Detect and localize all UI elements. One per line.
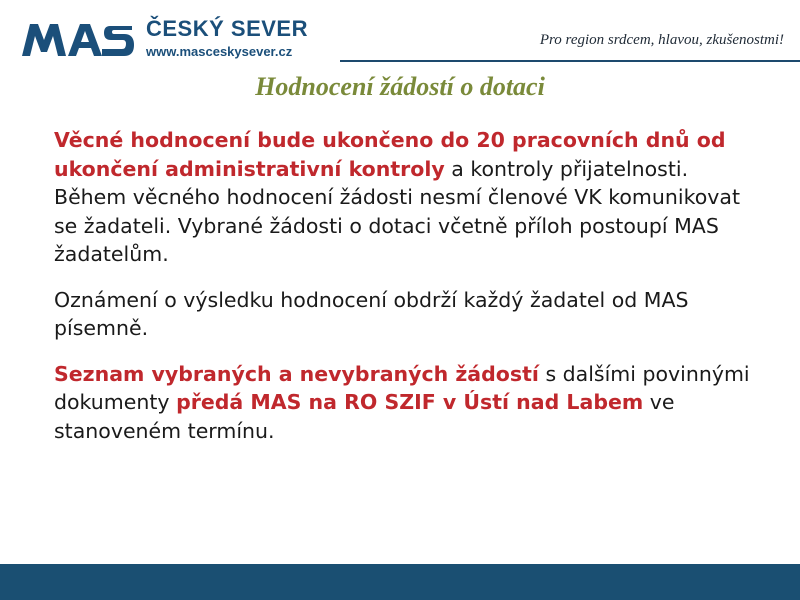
body-text: a kontroly přijatelnosti. Během věcného hodnocení žádosti nesmí členové VK komunikovat se žadateli. Vybrané žádosti o dotaci včetně příloh postoupí MAS žadatelům. xyxy=(54,156,740,266)
highlight-text: Věcné hodnocení bude ukončeno do 20 pracovních dnů od ukončení administrativní kontroly xyxy=(54,128,726,181)
mas-logo xyxy=(0,0,340,62)
logo-url: www.masceskysever.cz xyxy=(146,44,293,59)
header xyxy=(0,0,800,62)
highlight-text: předá MAS na RO SZIF v Ústí nad Labem xyxy=(176,390,644,414)
paragraph-evaluation xyxy=(54,126,766,269)
body-text: ve stanoveném termínu. xyxy=(54,390,675,443)
body-text: Oznámení o výsledku hodnocení obdrží každý žadatel od MAS písemně. xyxy=(54,287,689,340)
slide-title: Hodnocení žádostí o dotaci xyxy=(255,72,545,101)
body-text: s dalšími povinnými dokumenty xyxy=(54,361,750,414)
tagline-area xyxy=(340,0,800,62)
slide-content xyxy=(54,126,766,462)
footer-bar xyxy=(0,564,800,600)
mas-logo-mark xyxy=(22,18,134,58)
tagline: Pro region srdcem, hlavou, zkušenostmi! xyxy=(539,32,784,48)
highlight-text: Seznam vybraných a nevybraných žádostí xyxy=(54,361,539,386)
paragraph-list-submission xyxy=(54,360,766,446)
paragraph-notification xyxy=(54,286,766,343)
logo-brand-name: ČESKÝ SEVER xyxy=(146,16,308,41)
